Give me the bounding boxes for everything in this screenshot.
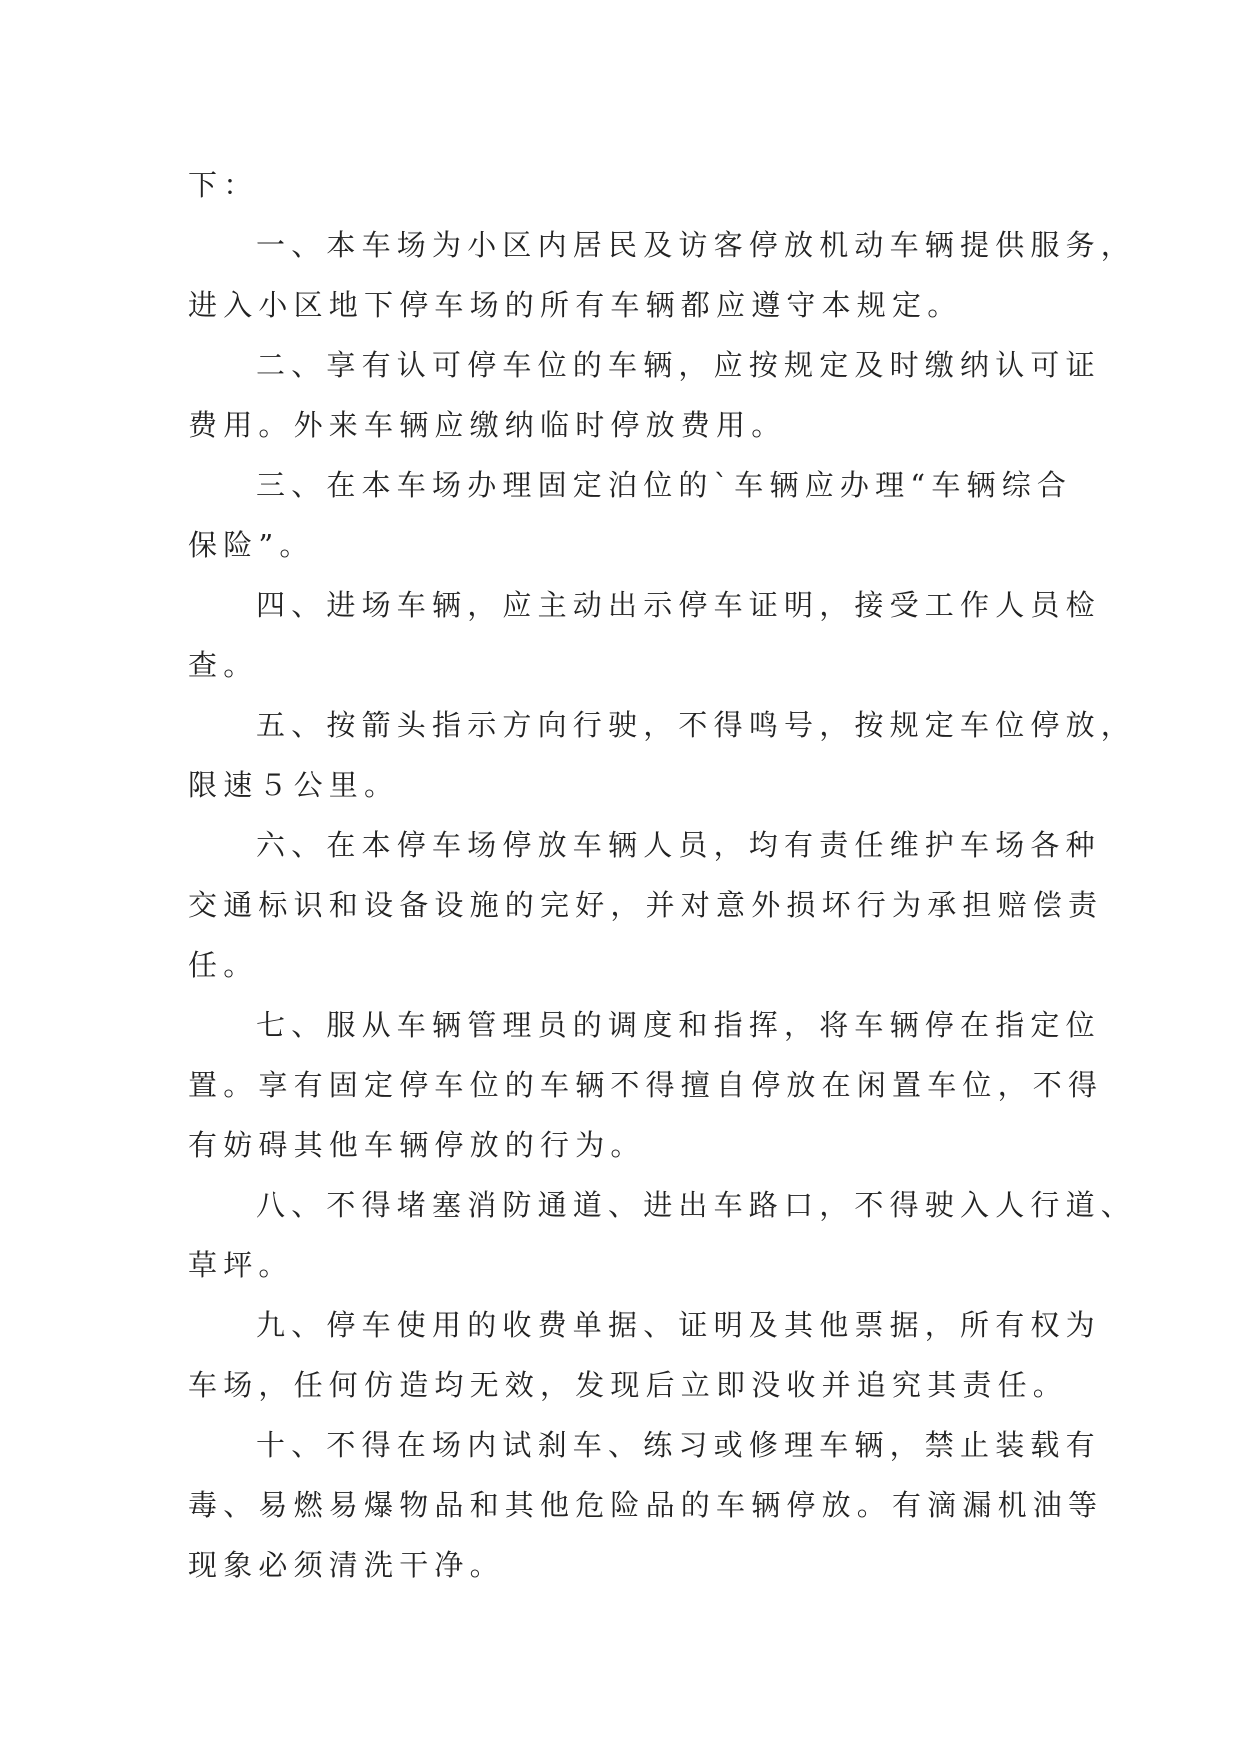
rule-4-line-1: 四、进场车辆，应主动出示停车证明，接受工作人员检 (256, 588, 1101, 622)
rule-5-line-1: 五、按箭头指示方向行驶，不得鸣号，按规定车位停放， (256, 708, 1137, 742)
text-line: 下： (188, 168, 259, 202)
rule-6-line-3: 任。 (188, 948, 259, 982)
rule-3-line-2: 保险”。 (188, 528, 315, 562)
rule-8-line-2: 草坪。 (188, 1248, 294, 1282)
rule-6-line-1: 六、在本停车场停放车辆人员，均有责任维护车场各种 (256, 828, 1101, 862)
rule-10-line-2: 毒、易燃易爆物品和其他危险品的车辆停放。有滴漏机油等 (188, 1488, 1104, 1522)
rule-10-line-1: 十、不得在场内试刹车、练习或修理车辆，禁止装载有 (256, 1428, 1101, 1462)
rule-1-line-2: 进入小区地下停车场的所有车辆都应遵守本规定。 (188, 288, 963, 322)
rule-6-line-2: 交通标识和设备设施的完好，并对意外损坏行为承担赔偿责 (188, 888, 1104, 922)
rule-1-line-1: 一、本车场为小区内居民及访客停放机动车辆提供服务， (256, 228, 1137, 262)
rule-7-line-2: 置。享有固定停车位的车辆不得擅自停放在闲置车位，不得 (188, 1068, 1104, 1102)
rule-2-line-1: 二、享有认可停车位的车辆，应按规定及时缴纳认可证 (256, 348, 1101, 382)
rule-5-line-2: 限速５公里。 (188, 768, 400, 802)
document-body (188, 155, 1137, 1595)
rule-7-line-3: 有妨碍其他车辆停放的行为。 (188, 1128, 646, 1162)
rule-2-line-2: 费用。外来车辆应缴纳临时停放费用。 (188, 408, 787, 442)
rule-8-line-1: 八、不得堵塞消防通道、进出车路口，不得驶入人行道、 (256, 1188, 1137, 1222)
rule-7-line-1: 七、服从车辆管理员的调度和指挥，将车辆停在指定位 (256, 1008, 1101, 1042)
rule-10-line-3: 现象必须清洗干净。 (188, 1548, 505, 1582)
rule-9-line-2: 车场，任何仿造均无效，发现后立即没收并追究其责任。 (188, 1368, 1069, 1402)
rule-4-line-2: 查。 (188, 648, 259, 682)
rule-9-line-1: 九、停车使用的收费单据、证明及其他票据，所有权为 (256, 1308, 1101, 1342)
rule-3-line-1: 三、在本车场办理固定泊位的`车辆应办理“车辆综合 (256, 468, 1073, 502)
